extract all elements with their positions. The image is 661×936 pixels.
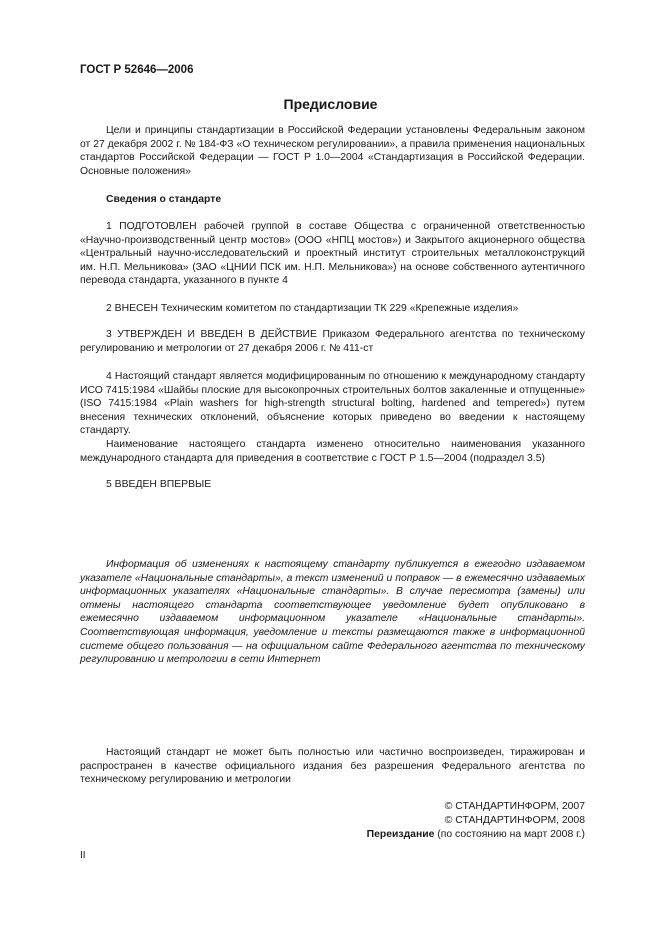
reissue-note: (по состоянию на март 2008 г.) bbox=[434, 829, 585, 840]
item-4-paragraph: 4 Настоящий стандарт является модифицированным по отношению к международному стандарту ИСО 7415:1984 «Шайбы плоские для высокопрочных строительных болтов закаленные и отпущенные» (ISO 7415:1984 «Plain washers for high-strength structural bolting, hardened and tempered») путем внесения технических отклонений, объяснение которых приведено во введении к настоящему стандарту. bbox=[80, 371, 585, 437]
imprint-line-2: © СТАНДАРТИНФОРМ, 2008 bbox=[444, 815, 585, 826]
reissue-line bbox=[300, 828, 585, 842]
item-4b-paragraph: Наименование настоящего стандарта изменено относительно наименования указанного международного стандарта для приведения в соответствие с ГОСТ Р 1.5—2004 (подраздел 3.5) bbox=[80, 439, 585, 464]
item-5-paragraph: 5 ВВЕДЕН ВПЕРВЫЕ bbox=[106, 479, 212, 490]
page-title: Предисловие bbox=[283, 96, 378, 112]
intro-paragraph: Цели и принципы стандартизации в Российской Федерации установлены Федеральным законом от 27 декабря 2002 г. № 184-ФЗ «О техническом регулировании», а правила применения национальных стандартов Российской Федерации — ГОСТ Р 1.0—2004 «Стандартизация в Российской Федерации. Основные положения» bbox=[80, 125, 585, 177]
item-1-paragraph: 1 ПОДГОТОВЛЕН рабочей группой в составе Общества с ограниченной ответственностью «Научно-производственный центр мостов» (ООО «НПЦ мостов») и Закрытого акционерного общества «Центральный научно-исследовательский и проектный институт строительных металлоконструкций им. Н.П. Мельникова» (ЗАО «ЦНИИ ПСК им. Н.П. Мельникова») на основе собственного аутентичного перевода стандарта, указанного в пункте 4 bbox=[80, 221, 585, 287]
copyright-notice-paragraph: Настоящий стандарт не может быть полностью или частично воспроизведен, тиражирован и распространен в качестве официального издания без разрешения Федерального агентства по техническому регулированию и метрологии bbox=[80, 747, 585, 786]
reissue-label: Переиздание bbox=[366, 829, 435, 840]
imprint-line-1: © СТАНДАРТИНФОРМ, 2007 bbox=[444, 801, 585, 812]
section-subheading: Сведения о стандарте bbox=[106, 194, 222, 205]
page-number: II bbox=[80, 850, 86, 861]
info-notice-paragraph: Информация об изменениях к настоящему стандарту публикуется в ежегодно издаваемом указателе «Национальные стандарты», а текст изменений и поправок — в ежемесячно издаваемых информационных указателях «Национальные стандарты». В случае пересмотра (замены) или отмены настоящего стандарта соответствующее уведомление будет опубликовано в ежемесячно издаваемом информационном указателе «Национальные стандарты». Соответствующая информация, уведомление и тексты размещаются также в информационной системе общего пользования — на официальном сайте Федерального агентства по техническому регулированию и метрологии в сети Интернет bbox=[80, 559, 585, 666]
imprint-block bbox=[300, 800, 585, 842]
standard-code-header: ГОСТ Р 52646—2006 bbox=[80, 64, 194, 76]
item-2-paragraph: 2 ВНЕСЕН Техническим комитетом по стандартизации ТК 229 «Крепежные изделия» bbox=[106, 303, 519, 314]
item-3-paragraph: 3 УТВЕРЖДЕН И ВВЕДЕН В ДЕЙСТВИЕ Приказом Федерального агентства по техническому регулированию и метрологии от 27 декабря 2006 г. № 411-ст bbox=[80, 329, 585, 354]
